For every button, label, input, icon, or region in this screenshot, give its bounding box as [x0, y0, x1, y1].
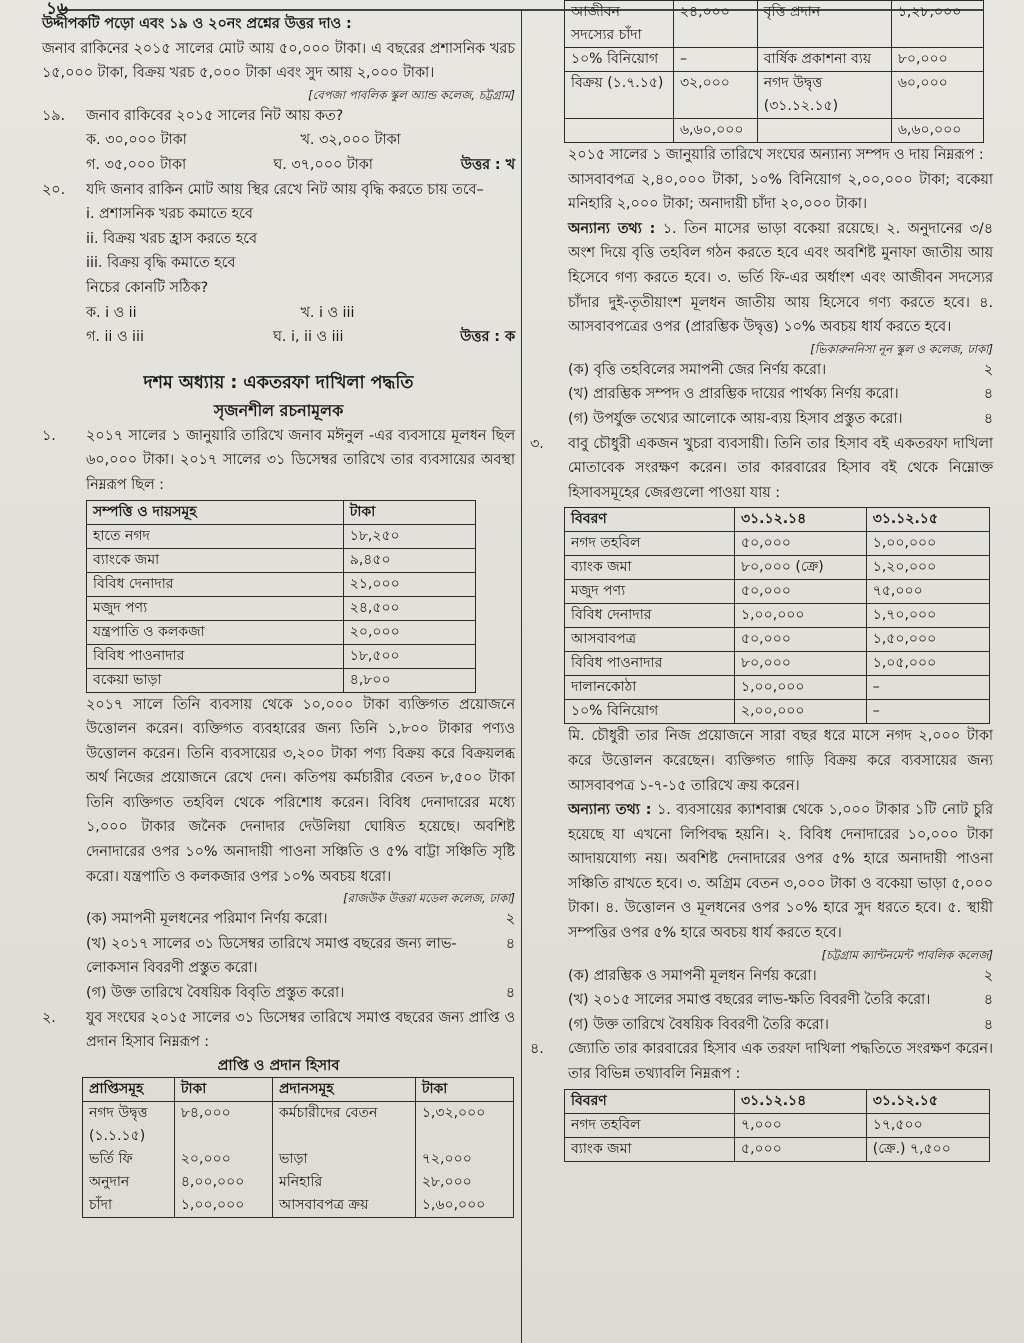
options-row: [42, 325, 515, 350]
table-cell: নগদ তহবিল: [565, 1113, 735, 1137]
option-c: গ. ii ও iii: [86, 329, 144, 346]
table-row: [565, 604, 990, 628]
sub-question-ka: [530, 964, 993, 989]
table-row: [87, 644, 476, 668]
table-cell: ৩২,০০০: [673, 72, 757, 119]
option-b: খ. i ও iii: [300, 304, 355, 321]
table-cell: ১,৬০,০০০: [415, 1194, 513, 1218]
sub-question-ga: [42, 981, 515, 1006]
other-info-label: অন্যান্য তথ্য :: [568, 220, 656, 237]
source-note: [চট্টগ্রাম ক্যান্টনমেন্ট পাবলিক কলেজ]: [821, 947, 993, 962]
table-cell: ৪,৮০০: [343, 668, 475, 692]
table-header: ৩১.১২.১৪: [735, 1089, 867, 1113]
table-cell: ২,০০,০০০: [735, 700, 867, 724]
table-header: ৩১.১২.১৪: [735, 508, 867, 532]
table-cell: ১০% বিনিয়োগ: [565, 700, 735, 724]
table-row: [565, 700, 990, 724]
receipts-payments-table-continued: [564, 0, 984, 143]
table-row: [565, 556, 990, 580]
balances-table: [564, 507, 990, 724]
other-info-label: অন্যান্য তথ্য :: [568, 802, 652, 819]
problem-2-other-info: [530, 217, 993, 340]
table-cell: ৫,০০০: [735, 1137, 867, 1161]
table-cell: ৮০,০০০: [891, 48, 983, 72]
sub-question-text: (গ) উক্ত তারিখে বৈষয়িক বিবরণী তৈরি করো।: [568, 1016, 829, 1033]
marks: ২: [983, 967, 993, 984]
section-title: সৃজনশীল রচনামূলক: [213, 400, 344, 420]
table-row: [83, 1194, 514, 1218]
table-row: [565, 628, 990, 652]
table-total-row: [565, 119, 984, 143]
table-cell: বার্ষিক প্রকাশনা ব্যয়: [757, 48, 891, 72]
table-cell: দালানকোঠা: [565, 676, 735, 700]
table-header: ৩১.১২.১৫: [866, 508, 989, 532]
sub-question-ga: [530, 407, 993, 432]
left-column: [42, 12, 515, 1218]
table-cell: নগদ তহবিল: [565, 532, 735, 556]
option-d: ঘ. i, ii ও iii: [273, 329, 344, 346]
sub-question-text: (ক) প্রারম্ভিক ও সমাপনী মূলধন নির্ণয় করো।: [568, 967, 817, 984]
table-row: [87, 548, 476, 572]
table-cell: ১৮,৫০০: [343, 644, 475, 668]
problem-3: [530, 432, 993, 506]
table-cell: ৭২,০০০: [415, 1148, 513, 1171]
table-cell: ২০,০০০: [174, 1148, 272, 1171]
table-cell: আসবাবপত্র ক্রয়: [272, 1194, 415, 1218]
mcq-19: [42, 104, 515, 129]
sub-question-kha: [42, 932, 515, 981]
table-header: বিবরণ: [565, 508, 735, 532]
option-a: ক. ৩০,০০০ টাকা: [86, 132, 187, 149]
question-prompt: নিচের কোনটি সঠিক?: [86, 279, 209, 296]
mcq-20: [42, 178, 515, 203]
table-row: [83, 1101, 514, 1125]
table-cell: ১,০৫,০০০: [866, 652, 989, 676]
table-row: [565, 72, 984, 119]
table-cell: ১,০০,০০০: [735, 676, 867, 700]
right-column: [530, 4, 993, 1162]
table-cell: ভর্তি ফি: [83, 1148, 175, 1171]
marks: ২: [505, 911, 515, 928]
table-cell: ৮৪,০০০: [174, 1101, 272, 1125]
sub-question-text: (ক) সমাপনী মূলধনের পরিমাণ নির্ণয় করো।: [86, 911, 328, 928]
table-cell: ১,৫০,০০০: [866, 628, 989, 652]
option-b: খ. ৩২,০০০ টাকা: [300, 132, 401, 149]
table-cell: ব্যাংকে জমা: [87, 548, 344, 572]
table-cell: ১,০০,০০০: [174, 1194, 272, 1218]
table-cell: ৮০,০০০: [735, 652, 867, 676]
table-row: [565, 652, 990, 676]
problem-2-more: ২০১৫ সালের ১ জানুয়ারি তারিখে সংঘের অন্যান্য সম্পদ ও দায় নিম্নরূপ :: [568, 147, 984, 163]
table-row: [87, 620, 476, 644]
table-row: [565, 1137, 990, 1161]
marks: ৪: [983, 992, 993, 1009]
marks: ৪: [983, 410, 993, 427]
table-row: [565, 676, 990, 700]
options-row: [42, 128, 515, 153]
table-cell: ১,২০,০০০: [866, 556, 989, 580]
table-cell: নগদ উদ্বৃত্ত: [83, 1101, 175, 1125]
marks: ৪: [505, 985, 515, 1002]
page-number: ১৬: [46, 0, 69, 19]
question-text: যদি জনাব রাকিন মোট আয় স্থির রেখে নিট আয় বৃদ্ধি করতে চায় তবে–: [86, 181, 484, 198]
marks: ২: [983, 361, 993, 378]
table-row: [565, 1, 984, 48]
table-row: [87, 668, 476, 692]
total-cell: ৬,৬০,০০০: [891, 119, 983, 143]
table-row: [83, 1125, 514, 1148]
table-row: [565, 48, 984, 72]
statement-ii: ii. বিক্রয় খরচ হ্রাস করতে হবে: [86, 230, 257, 247]
table-row: [87, 596, 476, 620]
answer-label: উত্তর : ক: [460, 329, 515, 346]
question-number: ২.: [42, 1009, 56, 1026]
options-row: [42, 153, 515, 178]
table-header: বিবরণ: [565, 1089, 735, 1113]
problem-2-assets: আসবাবপত্র ২,৪০,০০০ টাকা, ১০% বিনিয়োগ ২,০০,০০০ টাকা; বকেয়া মনিহারি ২,০০০ টাকা; অনাদায়ী চাঁদা ২০,০০০ টাকা।: [568, 171, 993, 213]
table-cell: অনুদান: [83, 1171, 175, 1194]
sub-question-ga: [530, 1013, 993, 1038]
jyoti-balances-table: [564, 1089, 990, 1162]
sub-question-kha: [530, 382, 993, 407]
table-cell: ১,৭০,০০০: [866, 604, 989, 628]
table-cell: ৫০,০০০: [735, 532, 867, 556]
table-cell: হাতে নগদ: [87, 524, 344, 548]
chapter-title: দশম অধ্যায় : একতরফা দাখিলা পদ্ধতি: [143, 372, 414, 393]
table-cell: ৭,০০০: [735, 1113, 867, 1137]
marks: ৪: [983, 386, 993, 403]
source-note: [রাজউক উত্তরা মডেল কলেজ, ঢাকা]: [343, 891, 515, 906]
table-row: [87, 572, 476, 596]
table-cell: ১,০০,০০০: [735, 604, 867, 628]
problem-4: [530, 1037, 993, 1086]
other-info-text: ১. তিন মাসের ভাড়া বকেয়া রয়েছে। ২. অনুদানের ৩/৪ অংশ দিয়ে বৃত্তি তহবিল গঠন করতে হবে এবং অবশিষ্ট মুনাফা জাতীয় আয় হিসেবে গণ্য করতে হবে। ৩. ভর্তি ফি-এর অর্ধাংশ এবং আজীবন সদস্যের চাঁদার দুই-তৃতীয়াংশ মূলধন জাতীয় আয় হিসেবে গণ্য করতে হবে। ৪. আসবাবপত্রের ওপর (প্রারম্ভিক উদ্বৃত্ত) ১০% অবচয় ধার্য করতে হবে।: [568, 220, 993, 336]
table-header: প্রদানসমূহ: [272, 1077, 415, 1101]
table-row: [83, 1171, 514, 1194]
table-cell: যন্ত্রপাতি ও কলকজা: [87, 620, 344, 644]
table-row: [565, 532, 990, 556]
table-cell: ভাড়া: [272, 1148, 415, 1171]
table-cell: ১,০০,০০০: [866, 532, 989, 556]
table-cell: ৭৫,০০০: [866, 580, 989, 604]
table-cell: (১.১.১৫): [83, 1125, 175, 1148]
table-cell: আজীবন সদস্যের চাঁদা: [565, 1, 674, 48]
table-cell: ১০% বিনিয়োগ: [565, 48, 674, 72]
source-note: [বেপজা পাবলিক স্কুল অ্যান্ড কলেজ, চট্টগ্রাম]: [308, 87, 515, 102]
table-cell: ১,২৮,০০০: [891, 1, 983, 48]
option-c: গ. ৩৫,০০০ টাকা: [86, 156, 187, 173]
marks: ৪: [505, 935, 515, 952]
sub-question-text: (গ) উপর্যুক্ত তথ্যের আলোকে আয়-ব্যয় হিসাব প্রস্তুত করো।: [568, 410, 903, 427]
total-cell: ৬,৬০,০০০: [673, 119, 757, 143]
table-cell: মজুদ পণ্য: [565, 580, 735, 604]
sub-question-text: (খ) ২০১৭ সালের ৩১ ডিসেম্বর তারিখে সমাপ্ত বছরের জন্য লাভ-লোকসান বিবরণী প্রস্তুত করো।: [86, 935, 457, 977]
table-cell: মনিহারি: [272, 1171, 415, 1194]
problem-2: [42, 1006, 515, 1055]
sub-question-ka: [42, 907, 515, 932]
table-header: প্রাপ্তিসমূহ: [83, 1077, 175, 1101]
table-cell: ব্যাংক জমা: [565, 1137, 735, 1161]
receipts-payments-table: [82, 1077, 514, 1218]
table-cell: ১,৩২,০০০: [415, 1101, 513, 1125]
table-header: টাকা: [415, 1077, 513, 1101]
problem-3-other-info: [530, 798, 993, 946]
table-cell: ৪,০০,০০০: [174, 1171, 272, 1194]
table-cell: মজুদ পণ্য: [87, 596, 344, 620]
question-number: ১৯.: [42, 107, 66, 124]
assets-liabilities-table: [86, 500, 476, 693]
table-cell: ২৮,০০০: [415, 1171, 513, 1194]
table-cell: বিবিধ দেনাদার: [565, 604, 735, 628]
sub-question-text: (ক) বৃত্তি তহবিলের সমাপনী জের নির্ণয় করো।: [568, 361, 827, 378]
table-cell: (ক্রে.) ৭,৫০০: [866, 1137, 989, 1161]
table-cell: নগদ উদ্বৃত্ত (৩১.১২.১৫): [757, 72, 891, 119]
table-cell: বিবিধ দেনাদার: [87, 572, 344, 596]
stimulus-body: জনাব রাকিনের ২০১৫ সালের মোট আয় ৫০,০০০ টাকা। এ বছরের প্রশাসনিক খরচ ১৫,০০০ টাকা, বিক্রয় খরচ ৫,০০০ টাকা এবং সুদ আয় ২,০০০ টাকা।: [42, 40, 515, 82]
table-header: ৩১.১২.১৫: [866, 1089, 989, 1113]
table-cell: ২৪,৫০০: [343, 596, 475, 620]
table-cell: –: [866, 700, 989, 724]
table-row: [87, 524, 476, 548]
table-cell: ৫০,০০০: [735, 628, 867, 652]
question-number: ২০.: [42, 181, 66, 198]
table-cell: বিবিধ পাওনাদার: [565, 652, 735, 676]
sub-question-kha: [530, 988, 993, 1013]
table-cell: আসবাবপত্র: [565, 628, 735, 652]
stimulus-intro: উদ্দীপকটি পড়ো এবং ১৯ ও ২০নং প্রশ্নের উত্তর দাও :: [42, 16, 352, 32]
table-cell: ৯,৪৫০: [343, 548, 475, 572]
receipts-payments-title: প্রাপ্তি ও প্রদান হিসাব: [217, 1057, 340, 1074]
table-cell: –: [673, 48, 757, 72]
problem-3-details: মি. চৌধুরী তার নিজ প্রয়োজনে সারা বছর ধরে মাসে নগদ ২,০০০ টাকা করে উত্তোলন করেছেন। ব্যক্তিগত গাড়ি বিক্রয় করে ব্যবসায়ের জন্য আসবাবপত্র ১-৭-১৫ তারিখে ক্রয় করেন।: [568, 728, 993, 794]
table-cell: ২০,০০০: [343, 620, 475, 644]
question-text: ২০১৭ সালের ১ জানুয়ারি তারিখে জনাব মঈনুল -এর ব্যবসায়ে মূলধন ছিল ৬০,০০০ টাকা। ২০১৭ সালের ৩১ ডিসেম্বর তারিখে তার ব্যবসায়ের অবস্থা নিম্নরূপ ছিল :: [86, 427, 515, 493]
question-number: ১.: [42, 427, 56, 444]
answer-label: উত্তর : খ: [460, 156, 516, 173]
table-cell: ২১,০০০: [343, 572, 475, 596]
question-text: যুব সংঘের ২০১৫ সালের ৩১ ডিসেম্বর তারিখে সমাপ্ত বছরের জন্য প্রাপ্তি ও প্রদান হিসাব নিম্নরূপ :: [86, 1009, 515, 1051]
table-cell: কর্মচারীদের বেতন: [272, 1101, 415, 1125]
table-cell: ৫০,০০০: [735, 580, 867, 604]
sub-question-text: (খ) ২০১৫ সালের সমাপ্ত বছরের লাভ-ক্ষতি বিবরণী তৈরি করো।: [568, 992, 931, 1009]
table-cell: বকেয়া ভাড়া: [87, 668, 344, 692]
question-number: ৩.: [530, 435, 544, 452]
table-cell: ২৪,০০০: [673, 1, 757, 48]
statement-iii: iii. বিক্রয় বৃদ্ধি কমাতে হবে: [86, 255, 236, 272]
marks: ৪: [983, 1016, 993, 1033]
table-row: [83, 1148, 514, 1171]
table-row: [565, 580, 990, 604]
table-cell: ১৭,৫০০: [866, 1113, 989, 1137]
column-divider: [521, 10, 522, 1343]
question-text: জনাব রাকিবের ২০১৫ সালের নিট আয় কত?: [86, 107, 344, 124]
question-number: ৪.: [530, 1041, 544, 1058]
option-a: ক. i ও ii: [86, 304, 137, 321]
table-cell: বৃত্তি প্রদান: [757, 1, 891, 48]
option-d: ঘ. ৩৭,০০০ টাকা: [273, 156, 373, 173]
table-cell: ৮০,০০০ (ক্রে): [735, 556, 867, 580]
table-header: টাকা: [174, 1077, 272, 1101]
problem-1-details: ২০১৭ সালে তিনি ব্যবসায় থেকে ১০,০০০ টাকা ব্যক্তিগত প্রয়োজনে উত্তোলন করেন। ব্যক্তিগত ব্যবহারের জন্য তিনি ১,৮০০ টাকার পণ্যও উত্তোলন করেন। তিনি ব্যবসায়ের ৩,২০০ টাকা পণ্য বিক্রয় করে বিক্রয়লব্ধ অর্থ নিজের প্রয়োজনে রেখে দেন। কতিপয় কর্মচারীর বেতন ৮,৫০০ টাকা তিনি ব্যক্তিগত তহবিল থেকে পরিশোধ করেন। বিবিধ দেনাদারের মধ্যে ১,০০০ টাকার জনৈক দেনাদার দেউলিয়া ঘোষিত হয়েছে। অবশিষ্ট দেনাদারের ওপর ১০% অনাদায়ী পাওনা সঞ্চিতি ও ৫% বাট্টা সঞ্চিতি সৃষ্টি করো। যন্ত্রপাতি ও কলকজার ওপর ১০% অবচয় ধরো।: [86, 696, 515, 885]
table-cell: বিক্রয় (১.৭.১৫): [565, 72, 674, 119]
table-header: সম্পত্তি ও দায়সমূহ: [87, 500, 344, 524]
source-note: [ভিকারুননিসা নূন স্কুল ও কলেজ, ঢাকা]: [810, 341, 993, 356]
table-header: টাকা: [343, 500, 475, 524]
sub-question-ka: [530, 358, 993, 383]
sub-question-text: (খ) প্রারম্ভিক সম্পদ ও প্রারম্ভিক দায়ের পার্থক্য নির্ণয় করো।: [568, 386, 899, 403]
table-cell: ব্যাংক জমা: [565, 556, 735, 580]
problem-1: [42, 424, 515, 498]
question-text: জ্যোতি তার কারবারের হিসাব এক তরফা দাখিলা পদ্ধতিতে সংরক্ষণ করেন। তার বিভিন্ন তথ্যাবলি নিম্নরূপ :: [568, 1041, 993, 1083]
table-cell: বিবিধ পাওনাদার: [87, 644, 344, 668]
table-cell: ১৮,২৫০: [343, 524, 475, 548]
table-cell: চাঁদা: [83, 1194, 175, 1218]
table-row: [565, 1113, 990, 1137]
statement-i: i. প্রশাসনিক খরচ কমাতে হবে: [86, 206, 253, 223]
table-cell: ৬০,০০০: [891, 72, 983, 119]
sub-question-text: (গ) উক্ত তারিখে বৈষয়িক বিবৃতি প্রস্তুত করো।: [86, 985, 345, 1002]
question-text: বাবু চৌধুরী একজন খুচরা ব্যবসায়ী। তিনি তার হিসাব বই একতরফা দাখিলা মোতাবেক সংরক্ষণ করেন। তার কারবারের হিসাব বই থেকে নিম্নোক্ত হিসাবসমূহের জেরগুলো পাওয়া যায় :: [568, 435, 993, 501]
other-info-text: ১. ব্যবসায়ের ক্যাশবাক্স থেকে ১,০০০ টাকার ১টি নোট চুরি হয়েছে যা এখনো লিপিবদ্ধ হয়নি। ২. বিবিধ দেনাদারের ১০,০০০ টাকা আদায়যোগ্য নয়। অবশিষ্ট দেনাদারের ওপর ৫% হারে অনাদায়ী পাওনা সঞ্চিতি রাখতে হবে। ৩. অগ্রিম বেতন ৩,০০০ টাকা ও বকেয়া ভাড়া ৫,০০০ টাকা। ৪. উত্তোলন ও মূলধনের ওপর ১০% হারে সুদ ধরতে হবে। ৫. স্থায়ী সম্পত্তির ওপর ৫% হারে অবচয় ধার্য করতে হবে।: [568, 802, 993, 942]
options-row: [42, 301, 515, 326]
table-cell: –: [866, 676, 989, 700]
